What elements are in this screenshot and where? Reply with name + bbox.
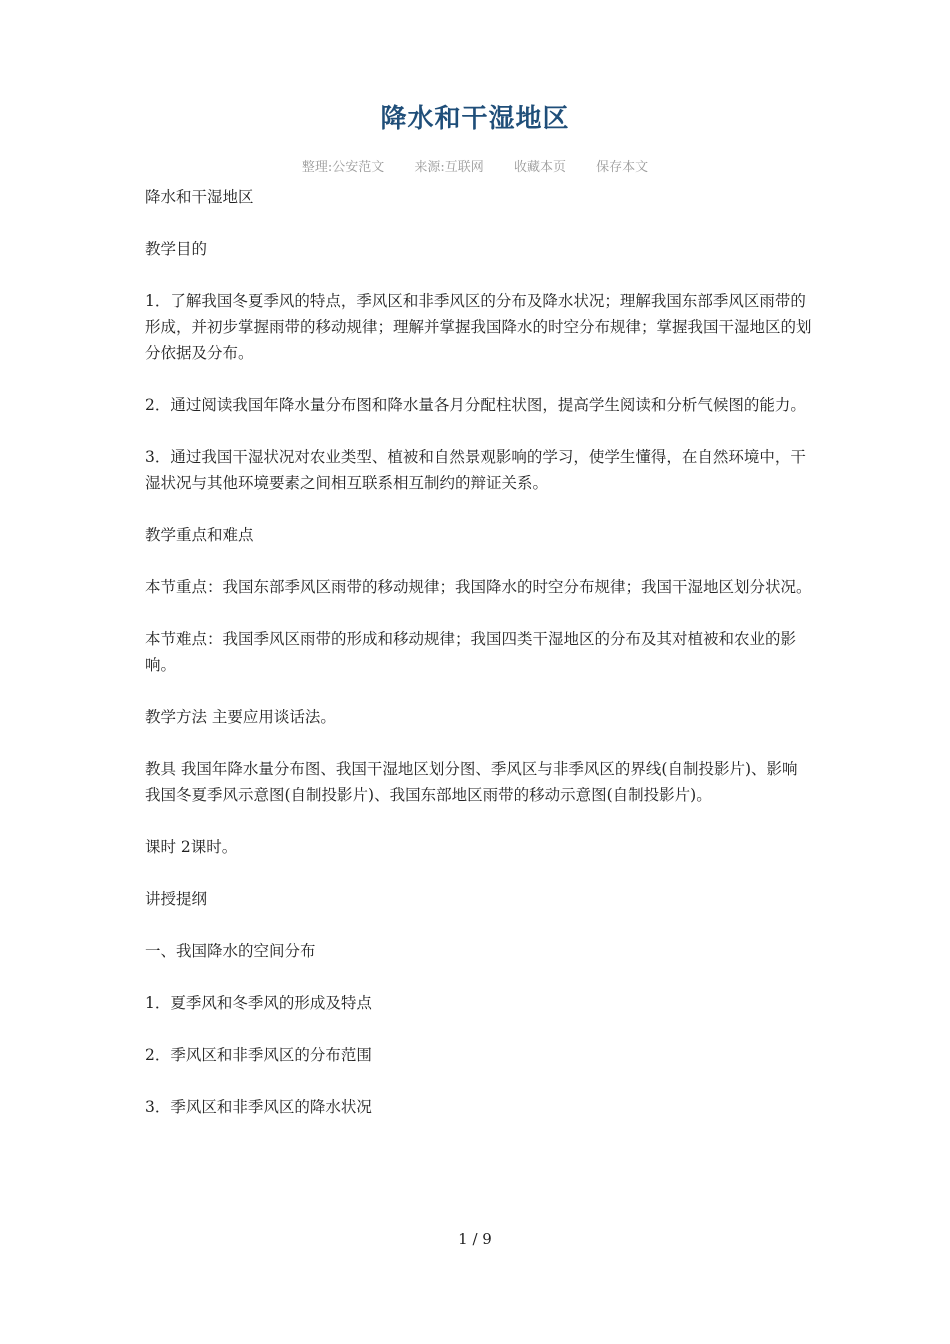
article-meta (0, 156, 950, 175)
paragraph: 教学方法 主要应用谈话法。 (145, 708, 336, 726)
section-heading: 讲授提纲 (145, 890, 208, 908)
section-heading: 教学目的 (145, 240, 208, 258)
paragraph: 2．通过阅读我国年降水量分布图和降水量各月分配柱状图，提高学生阅读和分析气候图的能力。 (145, 396, 806, 414)
page-title: 降水和干湿地区 (380, 104, 570, 134)
list-item: 3．季风区和非季风区的降水状况 (145, 1098, 372, 1116)
paragraph: 降水和干湿地区 (145, 188, 254, 206)
paragraph: 本节难点：我国季风区雨带的形成和移动规律；我国四类干湿地区的分布及其对植被和农业的影响。 (145, 630, 797, 674)
list-item: 2．季风区和非季风区的分布范围 (145, 1046, 372, 1064)
meta-source: 来源:互联网 (414, 160, 484, 175)
bookmark-link[interactable]: 收藏本页 (513, 160, 566, 175)
section-heading: 教学重点和难点 (145, 526, 254, 544)
paragraph: 本节重点：我国东部季风区雨带的移动规律；我国降水的时空分布规律；我国干湿地区划分状况。 (145, 578, 812, 596)
paragraph: 教具 我国年降水量分布图、我国干湿地区划分图、季风区与非季风区的界线(自制投影片)、影响我国冬夏季风示意图(自制投影片)、我国东部地区雨带的移动示意图(自制投影片)。 (145, 760, 798, 804)
save-link[interactable]: 保存本文 (596, 160, 649, 175)
paragraph: 课时 2课时。 (145, 838, 238, 856)
paragraph: 一、我国降水的空间分布 (145, 942, 316, 960)
page-number: 1 / 9 (458, 1230, 492, 1248)
paragraph: 3．通过我国干湿状况对农业类型、植被和自然景观影响的学习，使学生懂得，在自然环境中，干湿状况与其他环境要素之间相互联系相互制约的辩证关系。 (145, 448, 806, 492)
list-item: 1．夏季风和冬季风的形成及特点 (145, 994, 372, 1012)
paragraph: 1．了解我国冬夏季风的特点，季风区和非季风区的分布及降水状况；理解我国东部季风区雨带的形成，并初步掌握雨带的移动规律；理解并掌握我国降水的时空分布规律；掌握我国干湿地区的划分依据及分布。 (145, 292, 812, 362)
meta-editor: 整理:公安范文 (301, 160, 385, 175)
article-body (145, 184, 813, 1120)
